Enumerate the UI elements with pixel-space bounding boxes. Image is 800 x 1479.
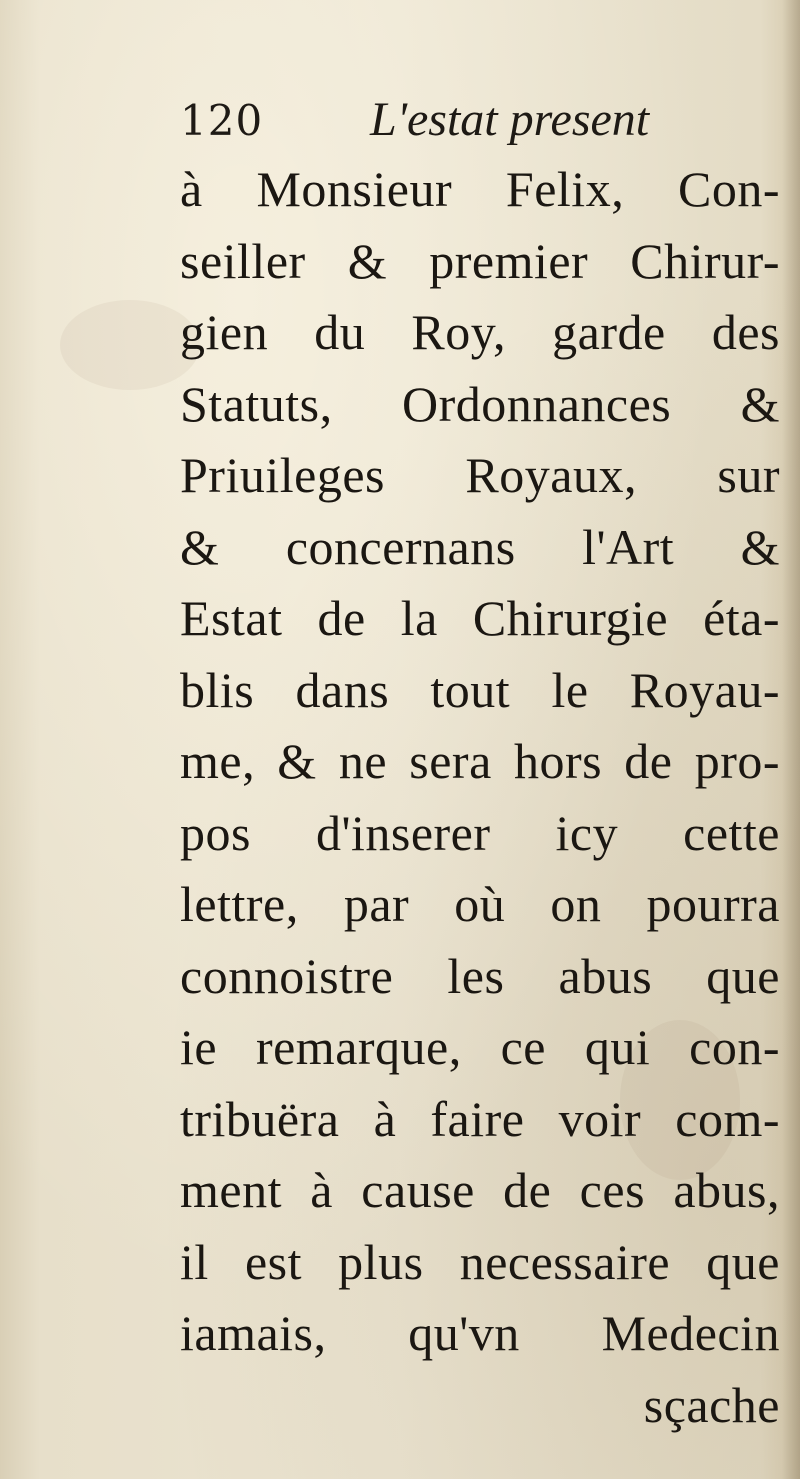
text-line: pos d'inserer icy cette bbox=[180, 804, 780, 861]
text-line: il est plus necessaire que bbox=[180, 1233, 780, 1290]
text-line: ie remarque, ce qui con- bbox=[180, 1019, 780, 1075]
page-header bbox=[180, 92, 780, 152]
running-head: L'estat present bbox=[370, 93, 650, 146]
text-line: me, & ne sera hors de pro- bbox=[180, 733, 780, 789]
text-line: tribuëra à faire voir com- bbox=[180, 1090, 780, 1147]
text-line: seiller & premier Chirur- bbox=[180, 232, 780, 289]
text-line: blis dans tout le Royau- bbox=[180, 661, 780, 718]
page-number: 120 bbox=[180, 96, 264, 145]
text-line: iamais, qu'vn Medecin bbox=[180, 1305, 780, 1361]
page-edge-shadow bbox=[782, 0, 800, 1479]
text-line: ment à cause de ces abus, bbox=[180, 1162, 780, 1218]
text-line: gien du Roy, garde des bbox=[180, 304, 780, 360]
text-line: à Monsieur Felix, Con- bbox=[180, 161, 780, 217]
body-text bbox=[180, 154, 780, 1441]
text-line: Statuts, Ordonnances & bbox=[180, 375, 780, 432]
paper-stain bbox=[60, 300, 200, 390]
catchword: sçache bbox=[643, 1376, 780, 1433]
text-line: connoistre les abus que bbox=[180, 947, 780, 1004]
text-line: Priuileges Royaux, sur bbox=[180, 447, 780, 503]
text-line: lettre, par où on pourra bbox=[180, 876, 780, 932]
text-line: Estat de la Chirurgie éta- bbox=[180, 590, 780, 646]
text-line: & concernans l'Art & bbox=[180, 518, 780, 575]
